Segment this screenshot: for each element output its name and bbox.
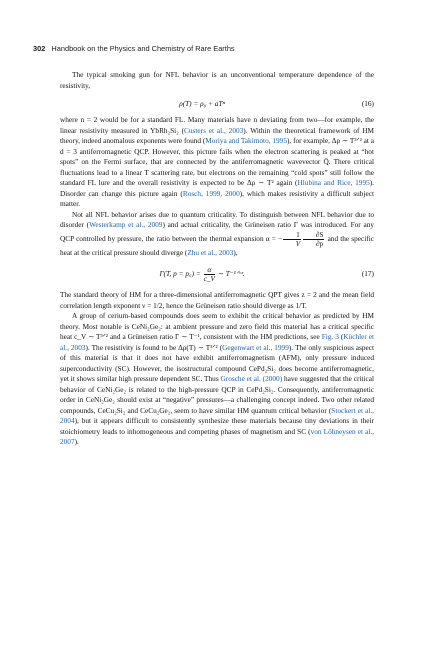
fraction-numerator: α	[204, 266, 215, 275]
body-text	[60, 70, 374, 448]
paragraph-5-text-d: ). The only suspicious aspect of this material is that it does not have exhibit antiferromagnetism (AFM), only pressure induced superconductivity (SC). However, the isostructural compound CePd₂Si₂ does become antiferromagnetic, yet it shows similar high pressure dependent SC. Thus	[60, 342, 374, 383]
citation-westerkamp-2009[interactable]: Westerkamp et al., 2009	[89, 220, 163, 229]
citation-hlubina-rice-1995[interactable]: Hlubina and Rice, 1995	[297, 178, 370, 187]
citation-stockert-2004[interactable]: Stockert et al., 2004	[60, 405, 374, 425]
page-number: 302	[33, 44, 46, 53]
citation-gegenwart-1999[interactable]: Gegenwart et al., 1999	[222, 342, 289, 352]
paragraph-2-text-a: where n = 2 would be for a standard FL. Many materials have n deviating from two—for example, the linear resistivity measured in YbRh₂Si₂ (	[60, 115, 374, 135]
fraction-numerator: ∂S	[303, 231, 325, 240]
paragraph-2-text-d: ). Disorder can change this picture again (	[60, 178, 375, 198]
citation-kuchler-2003[interactable]: Küchler et al., 2003	[60, 332, 375, 352]
fraction-one-over-v	[283, 231, 301, 248]
citation-custers-2003[interactable]: Custers et al., 2003	[184, 125, 244, 135]
equation-16-body: ρ(T) = ρ₀ + aTⁿ	[179, 98, 225, 108]
paragraph-5-text-g: ).	[74, 437, 79, 446]
fraction-denominator: V	[295, 238, 301, 248]
paragraph-4: The standard theory of HM for a three-dimensional antiferromagnetic QPT gives z = 2 and the mean field correlation length exponent ν = 1/2, hence the Grüneisen ratio should diverge as 1/T.	[60, 290, 374, 310]
paragraph-5-text-c: ). The resistivity is found to be Δρ(T) ∼ T³ᐟ² (	[85, 342, 223, 352]
paragraph-3	[60, 210, 374, 259]
equation-16-number: (16)	[361, 98, 374, 108]
paragraph-5	[60, 311, 374, 448]
paragraph-3-text-a: Not all NFL behavior arises due to quantum criticality. To distinguish between NFL behavior due to disorder (	[60, 209, 374, 229]
fraction-alpha-over-cv	[204, 266, 215, 283]
paragraph-5-text-e: have suggested that the critical behavior of CeNi₂Ge₂ is related to the high-pressure QCP in CePd₂Si₂. Consequently, antiferromagnetic order in CeNi₂Ge₂ should exist at “negative” pressures—a challenging concept indeed. Two other related compounds, CeCu₂Si₂ and CeCu₂Ge₂, seem to have similar HM quantum critical behavior (	[60, 374, 374, 415]
equation-16	[60, 97, 374, 111]
paragraph-5-text-b: (	[338, 332, 344, 341]
equation-17-body	[60, 266, 344, 283]
fraction-denominator: c_V	[203, 273, 215, 283]
paragraph-2-text-c: ), for example, Δρ ∼ T³ᐟ² at a d = 3 antiferromagnetic QCP. However, this picture fails when the electron scattering is peaked at “hot spots” on the Fermi surface, that are connected by the antiferromagnetic wavevector Q̄. There critical fluctuations lead to a linear T scattering rate, but electrons on the remaining “cold spots” still follow the standard FL lure and the overall resistivity is expected to be Δρ ∼ T² again (	[60, 136, 375, 187]
equation-17-lhs: Γ(T, p = p꜀) =	[159, 268, 203, 278]
citation-zhu-2003[interactable]: Zhu et al., 2003	[187, 247, 234, 257]
paragraph-2	[60, 115, 374, 210]
citation-rosch-1999-2000[interactable]: Rosch, 1999, 2000	[182, 188, 240, 198]
fraction-numerator: 1	[283, 231, 301, 240]
paragraph-3-text-d: ),	[233, 247, 238, 257]
paragraph-5-text-f: ), but it appears difficult to consistently synthesize these materials because tiny deviations in their stoichiometry leads to inhomogeneous and competing phases of magnetism and SC (	[60, 416, 374, 436]
fraction-ds-dp	[303, 231, 325, 248]
fraction-denominator: ∂p	[315, 238, 324, 248]
citation-von-lohneysen-2007[interactable]: von Löhneysen et al., 2007	[60, 426, 374, 446]
citation-moriya-takimoto-1995[interactable]: Moriya and Takimoto, 1995	[205, 136, 287, 145]
paragraph-2-text-e: ), which makes resistivity a difficult subject matter.	[60, 188, 374, 208]
equation-17-rhs: ∼ T⁻¹ᐟᵛᶻ.	[215, 268, 245, 278]
paragraph-3-text-b: ) and actual criticality, the Grüneisen ratio Γ was introduced. For any QCP controlled by pressure, the ratio between the thermal expansion α = −	[60, 220, 374, 243]
running-title: Handbook on the Physics and Chemistry of Rare Earths	[51, 44, 235, 53]
running-header	[33, 44, 403, 53]
citation-grosche-2000[interactable]: Grosche et al. (2000)	[220, 374, 283, 383]
paragraph-5-text-a: A group of cerium-based compounds does seem to exhibit the critical behavior as predicted by HM theory. Most notable is CeNi₂Ge₂: at ambient pressure and zero field this material has a critical specific heat c_V ∼ T³ᐟ² and a Grüneisen ratio Γ ∼ T⁻¹, consistent with the HM predictions, see	[60, 311, 374, 341]
paragraph-3-text-c: and the specific heat at the critical pressure should diverge (	[60, 233, 374, 257]
paragraph-2-text-b: ). Within the theoretical framework of HM theory, indeed anomalous exponents were found (	[60, 125, 375, 145]
paragraph-1: The typical smoking gun for NFL behavior is an unconventional temperature dependence of the resistivity,	[60, 70, 374, 90]
equation-17	[60, 263, 374, 285]
equation-17-number: (17)	[361, 268, 374, 278]
figure-reference-fig-3[interactable]: Fig. 3	[321, 332, 339, 341]
